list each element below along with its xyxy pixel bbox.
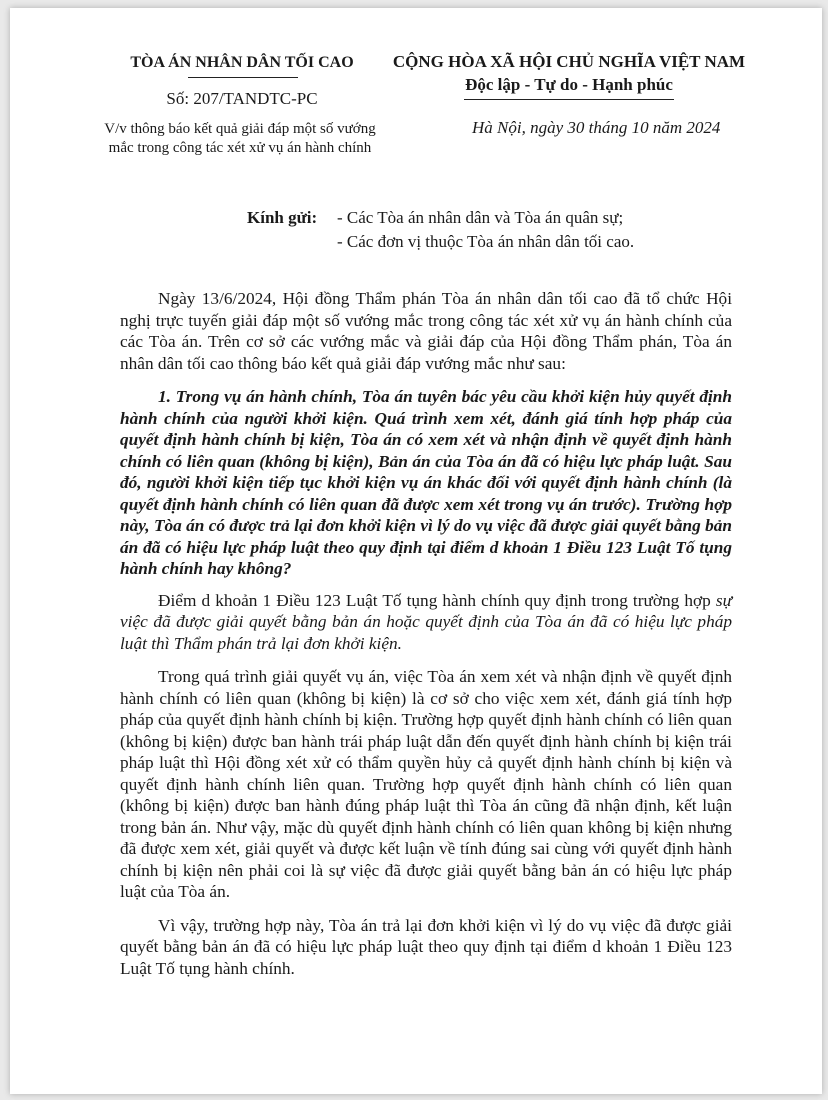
recipients-label: Kính gửi: [247, 208, 318, 227]
organization-underline [188, 77, 298, 78]
answer-paragraph-3: Vì vậy, trường hợp này, Tòa án trả lại đơn khởi kiện vì lý do vụ việc đã được giải quyết bằng bản án đã có hiệu lực pháp luật theo quy định tại điểm d khoản 1 Điều 123 Luật Tố tụng hành chính. [120, 915, 732, 978]
issue-date: Hà Nội, ngày 30 tháng 10 năm 2024 [472, 118, 721, 137]
answer-quoted-provision: sự việc đã được giải quyết bằng bản án hoặc quyết định của Tòa án đã có hiệu lực pháp luật thì Thẩm phán trả lại đơn khởi kiện. [120, 590, 732, 653]
national-motto: Độc lập - Tự do - Hạnh phúc [465, 75, 673, 94]
recipient-item: - Các đơn vị thuộc Tòa án nhân dân tối cao. [337, 232, 635, 251]
answer-paragraph-1 [120, 590, 732, 655]
document-subject: V/v thông báo kết quả giải đáp một số vướng mắc trong công tác xét xử vụ án hành chính [104, 121, 376, 156]
document-number: Số: 207/TANDTC-PC [166, 89, 318, 108]
motto-underline [464, 99, 674, 100]
answer-lead-text: Điểm d khoản 1 Điều 123 Luật Tố tụng hành chính quy định trong trường hợp [158, 590, 716, 610]
republic-title: CỘNG HÒA XÃ HỘI CHỦ NGHĨA VIỆT NAM [392, 52, 746, 71]
answer-paragraph-2: Trong quá trình giải quyết vụ án, việc Tòa án xem xét và nhận định về quyết định hành chính có liên quan (không bị kiện) là cơ sở cho việc xem xét, đánh giá tính hợp pháp của quyết định hành chính bị kiện. Trường hợp quyết định hành chính có liên quan (không bị kiện) được ban hành trái pháp luật dẫn đến quyết định hành chính bị kiện trái pháp luật thì Hội đồng xét xử có thẩm quyền hủy cả quyết định hành chính bị kiện và quyết định hành chính liên quan. Trường hợp quyết định hành chính có liên quan (không bị kiện) được ban hành đúng pháp luật thì Tòa án cũng đã nhận định, kết luận trong bản án. Như vậy, mặc dù quyết định hành chính có liên quan không bị kiện nhưng đã được xem xét, giải quyết và được kết luận về tính đúng sai cùng với quyết định hành chính bị kiện nên phải coi là sự việc đã được giải quyết bằng bản án có hiệu lực pháp luật của Tòa án. [120, 667, 732, 901]
intro-paragraph: Ngày 13/6/2024, Hội đồng Thẩm phán Tòa án nhân dân tối cao đã tổ chức Hội nghị trực tuyến giải đáp một số vướng mắc trong công tác xét xử vụ án hành chính của các Tòa án. Trên cơ sở các vướng mắc và giải đáp của Hội đồng Thẩm phán, Tòa án nhân dân tối cao thông báo kết quả giải đáp vướng mắc như sau: [120, 289, 732, 373]
question-1: 1. Trong vụ án hành chính, Tòa án tuyên bác yêu cầu khởi kiện hủy quyết định hành chính của người khởi kiện. Quá trình xem xét, đánh giá tính hợp pháp của quyết định hành chính bị kiện, Tòa án có xem xét và nhận định về quyết định hành chính có liên quan (không bị kiện), Bản án của Tòa án đã có hiệu lực pháp luật. Sau đó, người khởi kiện tiếp tục khởi kiện vụ án khác đối với quyết định hành chính (là quyết định hành chính có liên quan đã được xem xét trong vụ án trước). Trường hợp này, Tòa án có được trả lại đơn khởi kiện vì lý do vụ việc đã được giải quyết bằng bản án đã có hiệu lực pháp luật theo quy định tại điểm d khoản 1 Điều 123 Luật Tố tụng hành chính hay không? [120, 387, 732, 578]
document-body [120, 288, 732, 991]
issuing-organization: TÒA ÁN NHÂN DÂN TỐI CAO [130, 54, 354, 71]
recipient-item: - Các Tòa án nhân dân và Tòa án quân sự; [337, 208, 624, 227]
